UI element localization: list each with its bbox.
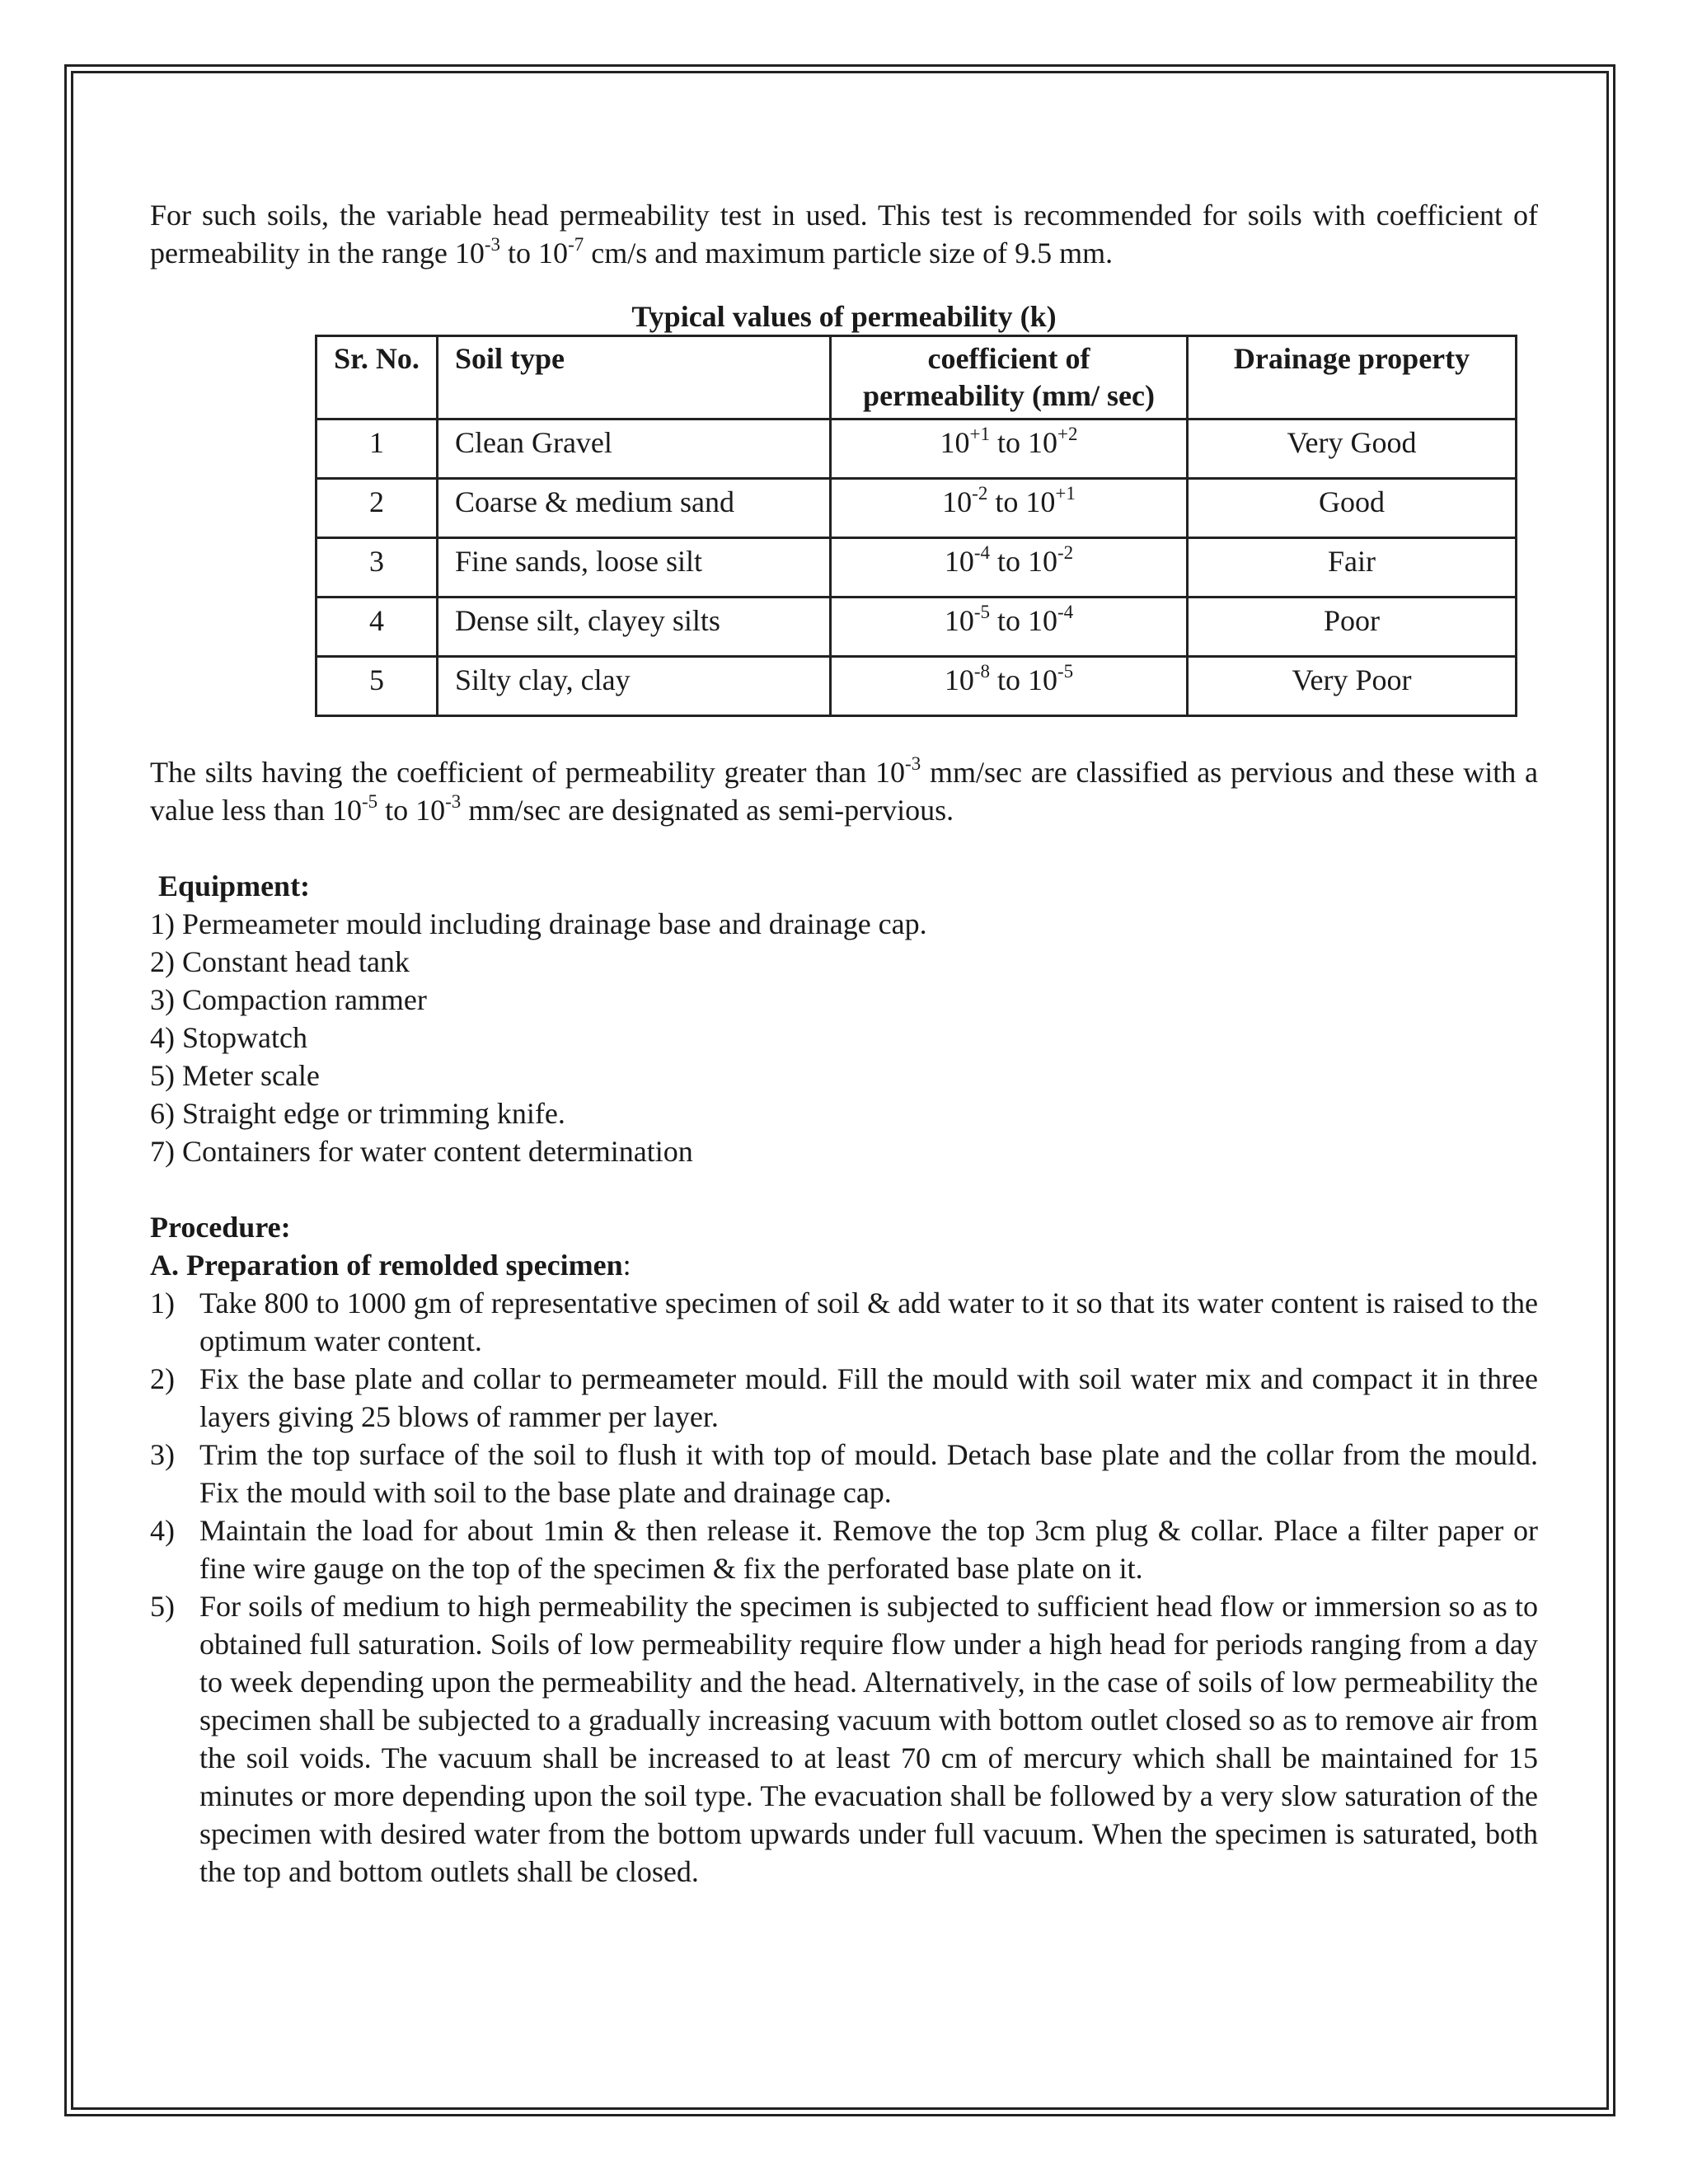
silts-paragraph: The silts having the coefficient of permeability greater than $10^{-3}$ mm/sec are classified as pervious and these with a value less than $10^{-5}$ to $10^{-3}$ mm/sec are designated as semi-pervious.	[150, 753, 1538, 827]
equipment-item: 4) Stopwatch	[150, 1021, 307, 1054]
cell-drainage: Poor	[1188, 598, 1517, 657]
cell-soil-type: Coarse & medium sand	[438, 479, 831, 538]
cell-drainage: Very Good	[1188, 419, 1517, 479]
table-body	[316, 419, 1517, 716]
cell-drainage: Very Poor	[1188, 657, 1517, 716]
cell-sr-no: 4	[316, 598, 438, 657]
table-row	[316, 657, 1517, 716]
step-number: 4)	[150, 1514, 175, 1547]
step-number: 1)	[150, 1286, 175, 1319]
equipment-item: 7) Containers for water content determination	[150, 1135, 693, 1168]
cell-coefficient: $10^{-5}$ to $10^{-4}$	[831, 598, 1188, 657]
header-coefficient: coefficient of permeability (mm/ sec)	[831, 336, 1188, 419]
header-sr-no: Sr. No.	[316, 336, 438, 419]
equipment-item: 3) Compaction rammer	[150, 983, 427, 1016]
table-row	[316, 598, 1517, 657]
table-caption: Typical values of permeability (k)	[631, 300, 1057, 333]
equipment-item: 2) Constant head tank	[150, 945, 410, 978]
cell-coefficient: $10^{-4}$ to $10^{-2}$	[831, 538, 1188, 598]
header-soil-type: Soil type	[438, 336, 831, 419]
equipment-heading: Equipment:	[158, 869, 311, 902]
cell-drainage: Good	[1188, 479, 1517, 538]
step-text: For soils of medium to high permeability the specimen is subjected to sufficient head flow or immersion so as to obtained full saturation. Soils of low permeability require flow under a high head for periods ranging from a day to week depending upon the permeability and the head. Alternatively, in the case of soils of low permeability the specimen shall be subjected to a gradually increasing vacuum with bottom outlet closed so as to remove air from the soil voids. The vacuum shall be increased to at least 70 cm of mercury which shall be maintained for 15 minutes or more depending upon the soil type. The evacuation shall be followed by a very slow saturation of the specimen with desired water from the bottom upwards under full vacuum. When the specimen is saturated, both the top and bottom outlets shall be closed.	[199, 1590, 1538, 1888]
cell-soil-type: Dense silt, clayey silts	[438, 598, 831, 657]
equipment-item: 5) Meter scale	[150, 1059, 320, 1092]
table-row	[316, 479, 1517, 538]
table-header-row	[316, 336, 1517, 419]
equipment-list	[150, 905, 1538, 1170]
cell-soil-type: Clean Gravel	[438, 419, 831, 479]
equipment-item: 1) Permeameter mould including drainage base and drainage cap.	[150, 907, 927, 940]
procedure-steps	[150, 1284, 1538, 1891]
step-number: 3)	[150, 1438, 175, 1471]
cell-sr-no: 2	[316, 479, 438, 538]
step-text: Maintain the load for about 1min & then release it. Remove the top 3cm plug & collar. Place a filter paper or fine wire gauge on the top of the specimen & fix the perforated base plate on it.	[199, 1514, 1538, 1585]
cell-coefficient: $10^{-2}$ to $10^{+1}$	[831, 479, 1188, 538]
procedure-step	[150, 1587, 1538, 1891]
procedure-subheading: A. Preparation of remolded specimen:	[150, 1249, 631, 1282]
step-text: Trim the top surface of the soil to flush it with top of mould. Detach base plate and the collar from the mould. Fix the mould with soil to the base plate and drainage cap.	[199, 1438, 1538, 1509]
step-text: Take 800 to 1000 gm of representative specimen of soil & add water to it so that its water content is raised to the optimum water content.	[199, 1286, 1538, 1357]
cell-coefficient: $10^{-8}$ to $10^{-5}$	[831, 657, 1188, 716]
cell-soil-type: Silty clay, clay	[438, 657, 831, 716]
step-number: 5)	[150, 1590, 175, 1623]
procedure-step	[150, 1436, 1538, 1511]
cell-drainage: Fair	[1188, 538, 1517, 598]
step-text: Fix the base plate and collar to permeameter mould. Fill the mould with soil water mix and compact it in three layers giving 25 blows of rammer per layer.	[199, 1362, 1538, 1433]
cell-sr-no: 3	[316, 538, 438, 598]
cell-sr-no: 1	[316, 419, 438, 479]
procedure-heading: Procedure:	[150, 1211, 291, 1244]
table-row	[316, 419, 1517, 479]
procedure-step	[150, 1360, 1538, 1436]
cell-coefficient: $10^{+1}$ to $10^{+2}$	[831, 419, 1188, 479]
cell-sr-no: 5	[316, 657, 438, 716]
step-number: 2)	[150, 1362, 175, 1395]
header-drainage: Drainage property	[1188, 336, 1517, 419]
procedure-step	[150, 1511, 1538, 1587]
procedure-step	[150, 1284, 1538, 1360]
permeability-table	[315, 335, 1517, 717]
table-row	[316, 538, 1517, 598]
equipment-item: 6) Straight edge or trimming knife.	[150, 1097, 565, 1130]
cell-soil-type: Fine sands, loose silt	[438, 538, 831, 598]
intro-paragraph: For such soils, the variable head permeability test in used. This test is recommended for soils with coefficient of permeability in the range $10^{-3}$ to $10^{-7}$ cm/s and maximum particle size of 9.5 mm.	[150, 199, 1538, 269]
document-body	[150, 196, 1538, 1891]
